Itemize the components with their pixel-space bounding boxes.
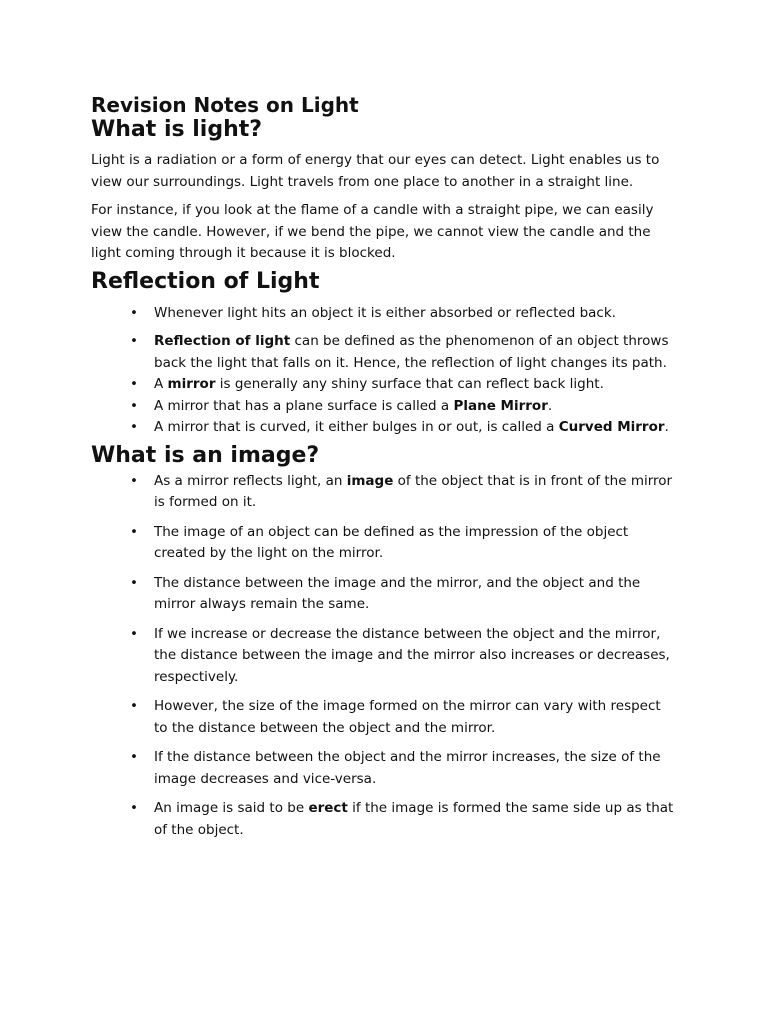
bold-term: image <box>346 472 394 489</box>
section-heading-what-is-light: What is light? <box>91 117 263 142</box>
paragraph: Light is a radiation or a form of energy that our eyes can detect. Light enables us to view our surroundings. Light travels from one place to another in a straight line. <box>91 152 660 190</box>
bold-term: erect <box>308 800 348 816</box>
reflection-bullet-list <box>91 303 681 439</box>
list-item <box>91 471 681 514</box>
bullet-icon: • <box>130 304 138 321</box>
bullet-icon: • <box>130 749 138 765</box>
bullet-icon: • <box>130 333 138 349</box>
list-item-text: Whenever light hits an object it is either absorbed or reflected back. <box>154 304 616 321</box>
list-item <box>91 573 681 616</box>
list-item <box>91 331 681 374</box>
list-item-text: As a mirror reflects light, an <box>154 472 347 489</box>
list-item-text: The distance between the image and the mirror, and the object and the mirror always remain the same. <box>154 574 641 612</box>
list-item-text: An image is said to be <box>154 800 309 816</box>
list-item <box>91 798 681 841</box>
bold-term: mirror <box>167 376 216 392</box>
list-item <box>91 303 681 325</box>
list-item-text: However, the size of the image formed on the mirror can vary with respect to the distance between the object and the mirror. <box>154 698 661 736</box>
list-item <box>91 747 681 790</box>
list-item <box>91 374 681 396</box>
list-item <box>91 624 681 689</box>
list-item <box>91 696 681 739</box>
bullet-icon: • <box>130 574 138 591</box>
list-item-text: of the object that is in front of the mirror is formed on it. <box>154 472 673 510</box>
document-title: Revision Notes on Light <box>91 93 359 117</box>
list-item <box>91 417 681 439</box>
list-item-text: If the distance between the object and the mirror increases, the size of the image decreases and vice-versa. <box>154 749 661 787</box>
document-page <box>91 93 681 841</box>
list-item-text: if the image is formed the same side up as that of the object. <box>154 800 674 838</box>
section-heading-what-is-an-image: What is an image? <box>91 442 320 468</box>
bullet-icon: • <box>130 397 138 414</box>
list-item-text: A mirror that is curved, it either bulges in or out, is called a <box>154 419 559 435</box>
list-item-text: . <box>664 419 669 435</box>
list-item <box>91 522 681 565</box>
bullet-icon: • <box>130 698 138 714</box>
list-item <box>91 396 681 418</box>
bullet-icon: • <box>130 625 138 642</box>
list-item-text: . <box>547 397 553 414</box>
paragraph: For instance, if you look at the flame of a candle with a straight pipe, we can easily view the candle. However, if we bend the pipe, we cannot view the candle and the light coming through it because it is blocked. <box>91 202 654 261</box>
list-item-text: is generally any shiny surface that can reflect back light. <box>215 376 604 392</box>
bullet-icon: • <box>130 800 138 816</box>
bullet-icon: • <box>130 419 138 435</box>
list-item-text: If we increase or decrease the distance between the object and the mirror, the distance between the image and the mirror also increases or decreases, respectively. <box>154 625 670 685</box>
list-item-text: A <box>154 376 168 392</box>
bold-term: Curved Mirror <box>558 419 665 435</box>
image-bullet-list <box>91 471 681 842</box>
bullet-icon: • <box>130 472 138 489</box>
bold-term: Reflection of light <box>154 333 291 349</box>
section-heading-reflection-of-light: Reflection of Light <box>91 268 320 294</box>
bullet-icon: • <box>130 376 138 392</box>
bullet-icon: • <box>130 523 138 540</box>
list-item-text: A mirror that has a plane surface is called a <box>154 397 454 414</box>
bold-term: Plane Mirror <box>453 397 548 414</box>
list-item-text: can be defined as the phenomenon of an object throws back the light that falls on it. Hence, the reflection of light changes its path. <box>154 333 669 371</box>
list-item-text: The image of an object can be defined as the impression of the object created by the light on the mirror. <box>154 523 629 561</box>
